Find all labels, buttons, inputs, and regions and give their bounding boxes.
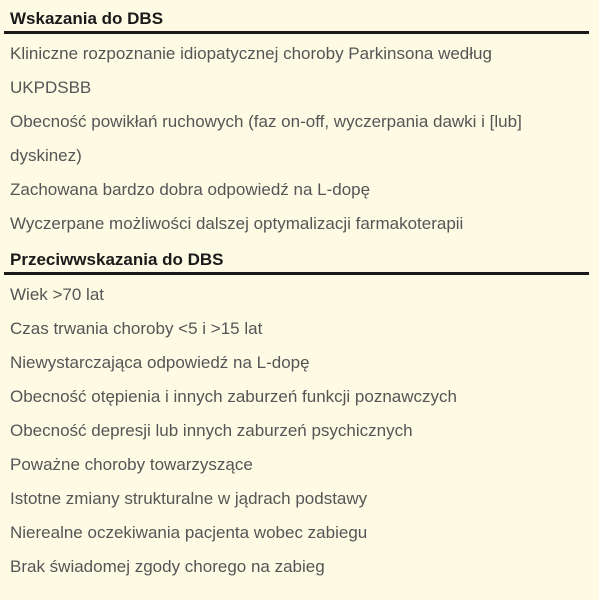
indication-row: Kliniczne rozpoznanie idiopatycznej choroby Parkinsona według (10, 44, 492, 63)
indication-row: dyskinez) (10, 146, 82, 165)
indications-header: Wskazania do DBS (4, 0, 589, 34)
contraindication-row: Poważne choroby towarzyszące (10, 455, 253, 474)
contraindication-row: Brak świadomej zgody chorego na zabieg (10, 557, 325, 576)
contraindication-row: Nierealne oczekiwania pacjenta wobec zabiegu (10, 523, 368, 542)
contraindication-row: Niewystarczająca odpowiedź na L-dopę (10, 353, 310, 372)
contraindication-row: Czas trwania choroby <5 i >15 lat (10, 319, 263, 338)
indication-row: UKPDSBB (10, 78, 92, 97)
contraindication-row: Istotne zmiany strukturalne w jądrach podstawy (10, 489, 368, 508)
contraindication-row: Wiek >70 lat (10, 285, 105, 304)
indication-row: Zachowana bardzo dobra odpowiedź na L-dopę (10, 180, 371, 199)
indication-row: Wyczerpane możliwości dalszej optymalizacji farmakoterapii (10, 214, 464, 233)
contraindication-row: Obecność depresji lub innych zaburzeń psychicznych (10, 421, 413, 440)
contraindications-header: Przeciwwskazania do DBS (4, 241, 589, 275)
contraindication-row: Obecność otępienia i innych zaburzeń funkcji poznawczych (10, 387, 457, 406)
indication-row: Obecność powikłań ruchowych (faz on-off, wyczerpania dawki i [lub] (10, 112, 522, 131)
